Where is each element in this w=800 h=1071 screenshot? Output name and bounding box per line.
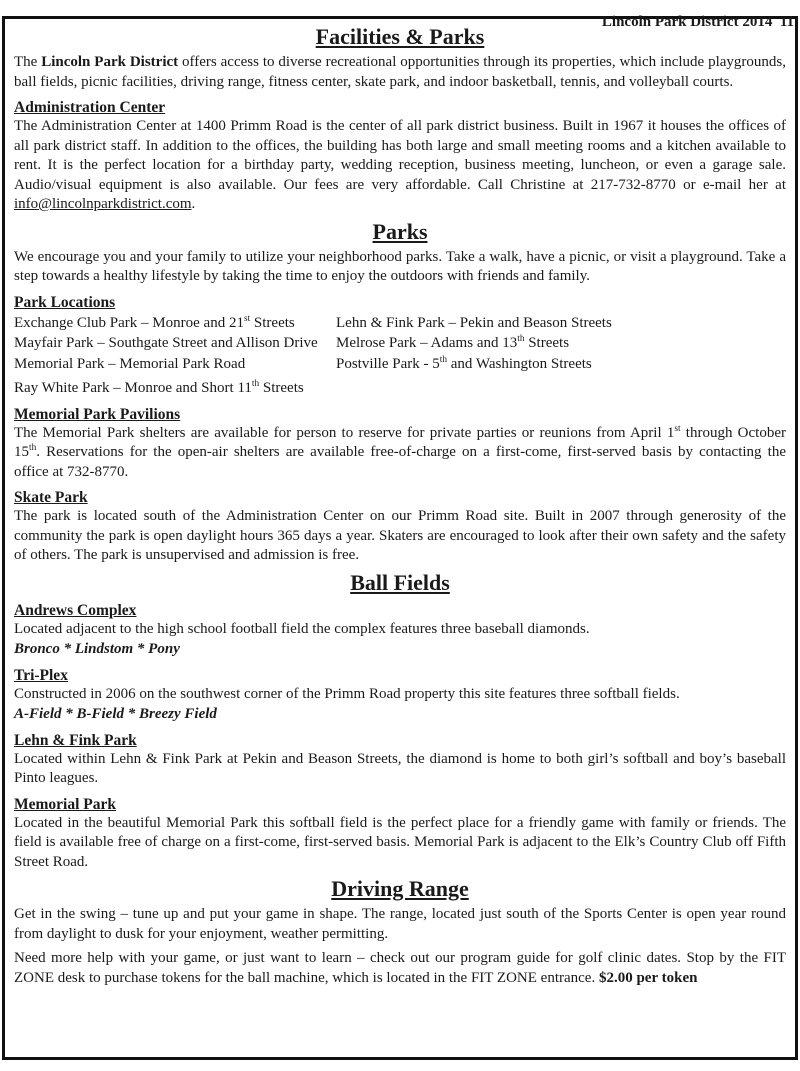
- skate-park-paragraph: The park is located south of the Administration Center on our Primm Road site. Built in 2007 through generosity of the community the park is open daylight hours 365 days a year. Skaters are encouraged to look after their own safety and the safety of others. The park is unsupervised and admission is free.: [14, 508, 786, 563]
- andrews-complex-paragraph: Located adjacent to the high school football field the complex features three baseball diamonds.: [14, 620, 590, 637]
- intro-paragraph: The Lincoln Park District offers access to diverse recreational opportunities through its properties, which include playgrounds, ball fields, picnic facilities, driving range, fitness center, skate park, and indoor basketball, tennis, and volleyball courts.: [14, 54, 787, 90]
- park-location-row: [14, 354, 786, 375]
- title-parks: Parks: [372, 218, 428, 244]
- parks-paragraph: We encourage you and your family to utilize your neighborhood parks. Take a walk, have a picnic, or visit a playground. Take a step towards a healthy lifestyle by taking the time to enjoy the outdoors with friends and family.: [14, 248, 786, 284]
- park-locations-list: [14, 313, 786, 399]
- content-box: [2, 16, 798, 1060]
- email-link[interactable]: info@lincolnparkdistrict.com: [14, 196, 192, 212]
- title-driving-range: Driving Range: [331, 876, 469, 901]
- heading-andrews-complex: Andrews Complex: [14, 601, 137, 619]
- memorial-park-pavilions-paragraph: The Memorial Park shelters are available for person to reserve for private parties or reunions from April 1st through October 15th. Reservations for the open-air shelters are available free-of-charge on a first-come, first-served basis by contacting the office at 732-8770.: [14, 423, 786, 480]
- title-ball-fields: Ball Fields: [350, 569, 450, 595]
- park-location-item: Melrose Park – Adams and 13th Streets: [336, 334, 570, 351]
- park-location-item: Ray White Park – Monroe and Short 11th Streets: [14, 379, 304, 396]
- park-location-row: [14, 333, 786, 354]
- park-location-item: Lehn & Fink Park – Pekin and Beason Streets: [336, 314, 612, 331]
- andrews-complex-fields: Bronco * Lindstom * Pony: [14, 641, 180, 657]
- tri-plex-paragraph: Constructed in 2006 on the southwest corner of the Primm Road property this site features three softball fields.: [14, 685, 680, 702]
- heading-memorial-park: Memorial Park: [14, 795, 117, 813]
- page-header-title: Lincoln Park District 2014 11: [601, 14, 794, 30]
- park-location-item: Exchange Club Park – Monroe and 21st Streets: [14, 313, 295, 331]
- memorial-park-paragraph: Located in the beautiful Memorial Park this softball field is the perfect place for a friendly game with family or friends. The field is available free of charge on a first-come, first-served basis. Memorial Park is adjacent to the Elk’s Country Club off Fifth Street Road.: [14, 814, 786, 870]
- lehn-fink-park-paragraph: Located within Lehn & Fink Park at Pekin and Beason Streets, the diamond is home to both girl’s softball and boy’s baseball Pinto leagues.: [14, 750, 786, 786]
- heading-administration-center: Administration Center: [14, 99, 166, 116]
- heading-tri-plex: Tri-Plex: [14, 666, 68, 684]
- park-location-item: Memorial Park – Memorial Park Road: [14, 355, 246, 372]
- page-header: [0, 0, 800, 30]
- title-facilities-parks: Facilities & Parks: [315, 24, 485, 49]
- park-location-item: Mayfair Park – Southgate Street and Allison Drive: [14, 335, 318, 351]
- heading-lehn-fink-park: Lehn & Fink Park: [14, 731, 137, 749]
- park-location-row: [14, 313, 786, 334]
- driving-range-paragraph-1: Get in the swing – tune up and put your game in shape. The range, located just south of the Sports Center is open year round from daylight to dusk for your enjoyment, weather permitting.: [14, 906, 786, 942]
- driving-range-paragraph-2: Need more help with your game, or just want to learn – check out our program guide for golf clinic dates. Stop by the FIT ZONE desk to purchase tokens for the ball machine, which is located in the FIT ZONE entrance. $2.00 per token: [14, 950, 786, 986]
- heading-memorial-park-pavilions: Memorial Park Pavilions: [14, 405, 181, 423]
- administration-center-paragraph: The Administration Center at 1400 Primm Road is the center of all park district business. Built in 1967 it houses the offices of all park district staff. In addition to the offices, the building has both large and small meeting rooms and a kitchen available to rent. It is the perfect location for a birthday party, wedding reception, business meeting, luncheon, or even a garage sale. Audio/visual equipment is also available. Our fees are very affordable. Call Christine at 217-732-8770 or e-mail her at info@lincolnparkdistrict.com.: [14, 118, 786, 212]
- park-location-item: Postville Park - 5th and Washington Streets: [336, 354, 592, 372]
- tri-plex-fields: A-Field * B-Field * Breezy Field: [14, 706, 217, 722]
- heading-skate-park: Skate Park: [14, 489, 88, 506]
- heading-park-locations: Park Locations: [14, 293, 116, 311]
